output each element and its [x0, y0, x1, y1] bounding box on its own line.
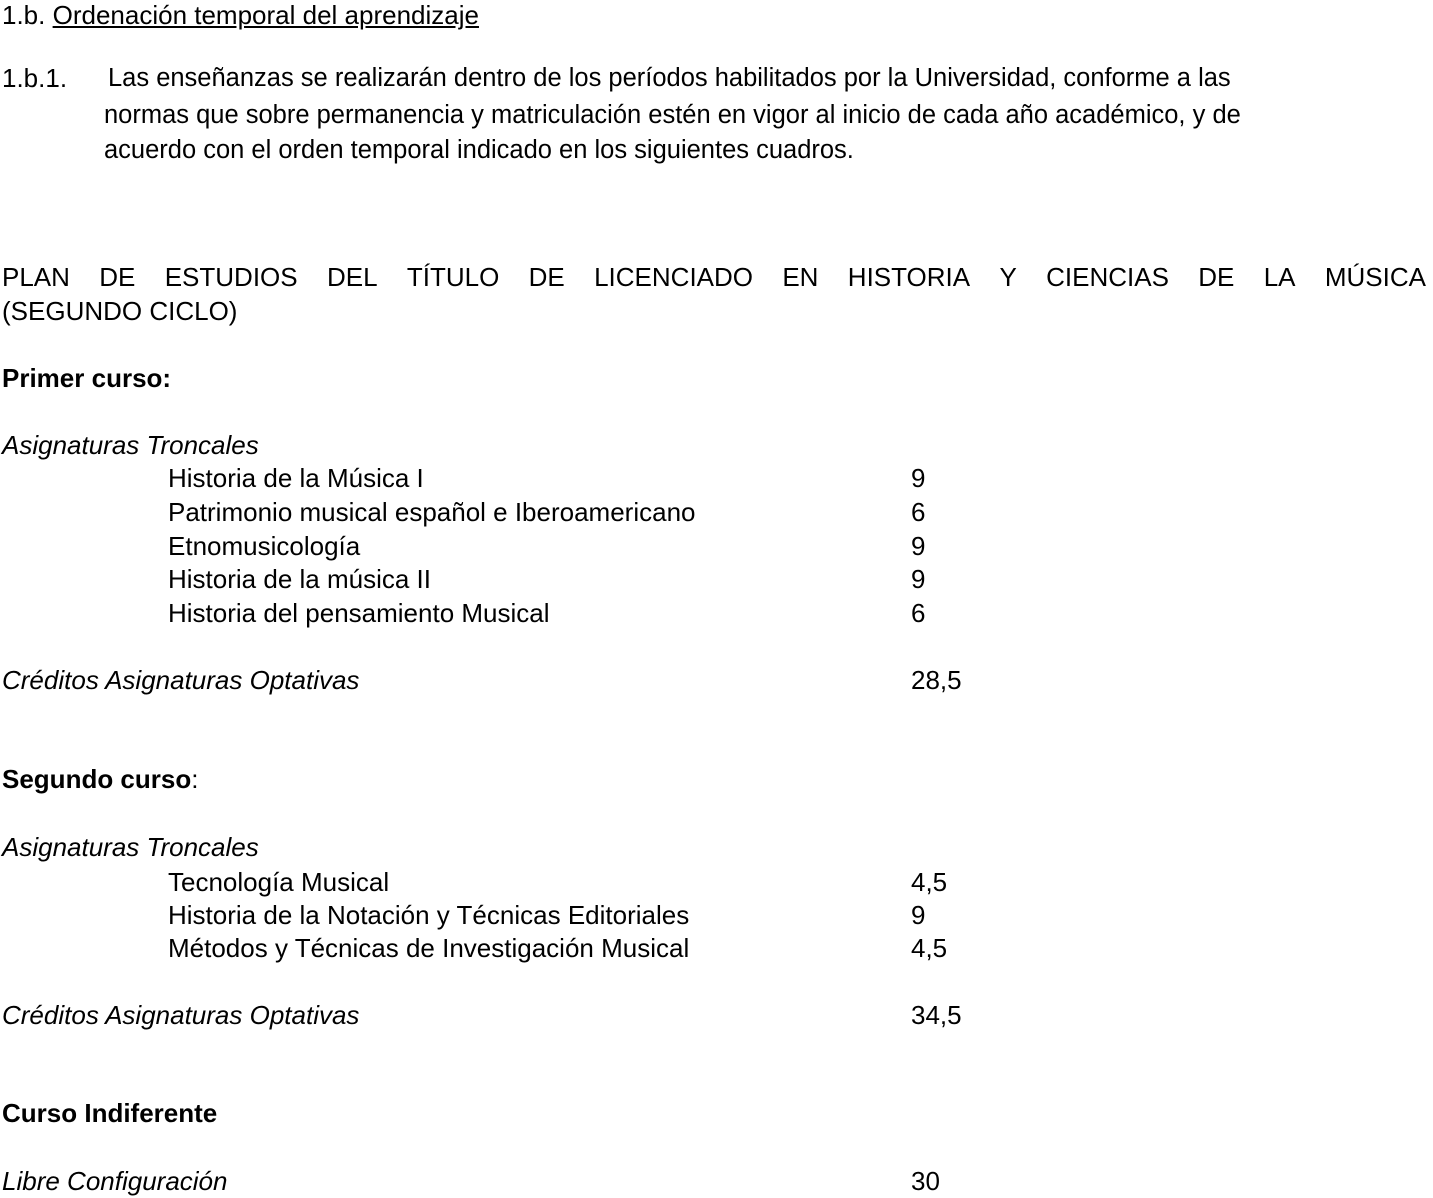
- segundo-curso-heading-colon: :: [191, 764, 199, 794]
- segundo-curso-group-label: Asignaturas Troncales: [2, 832, 259, 862]
- plan-title-word: HISTORIA: [847, 262, 971, 292]
- plan-title-word: PLAN: [2, 262, 70, 292]
- subject-name: Historia de la Música I: [168, 463, 424, 493]
- subject-credits: 9: [911, 564, 926, 594]
- subject-name: Historia del pensamiento Musical: [168, 598, 550, 628]
- primer-optativas-credits: 28,5: [911, 665, 962, 695]
- plan-title-word: MÚSICA: [1324, 262, 1426, 292]
- plan-title-word: LA: [1263, 262, 1296, 292]
- plan-title-word: EN: [782, 262, 819, 292]
- subject-credits: 9: [911, 900, 926, 930]
- libre-configuracion-label: Libre Configuración: [2, 1166, 228, 1196]
- plan-title-word: Y: [999, 262, 1017, 292]
- plan-title-word: DE: [1198, 262, 1235, 292]
- subject-name: Patrimonio musical español e Iberoamericano: [168, 497, 696, 527]
- plan-title-word: DE: [99, 262, 136, 292]
- plan-title-word: TÍTULO: [406, 262, 500, 292]
- plan-title-word: DEL: [326, 262, 378, 292]
- section-number: 1.b.: [2, 0, 46, 30]
- section-heading: [2, 0, 479, 31]
- plan-title-word: ESTUDIOS: [164, 262, 298, 292]
- plan-subtitle: (SEGUNDO CICLO): [2, 296, 238, 326]
- subject-credits: 9: [911, 463, 926, 493]
- paragraph-line-2: normas que sobre permanencia y matriculación estén en vigor al inicio de cada año académico, y de: [104, 101, 1241, 129]
- plan-title-word: DE: [528, 262, 565, 292]
- segundo-curso-heading: [2, 764, 198, 795]
- subject-credits: 6: [911, 497, 926, 527]
- subject-name: Métodos y Técnicas de Investigación Musical: [168, 933, 690, 963]
- subject-credits: 6: [911, 598, 926, 628]
- subject-name: Historia de la música II: [168, 564, 431, 594]
- subject-name: Tecnología Musical: [168, 867, 390, 897]
- segundo-optativas-label: Créditos Asignaturas Optativas: [2, 1000, 360, 1030]
- segundo-curso-heading-text: Segundo curso: [2, 764, 192, 794]
- paragraph-line-3: acuerdo con el orden temporal indicado en los siguientes cuadros.: [104, 136, 854, 164]
- primer-optativas-label: Créditos Asignaturas Optativas: [2, 665, 360, 695]
- paragraph-number: 1.b.1.: [2, 63, 68, 93]
- section-title: Ordenación temporal del aprendizaje: [52, 0, 479, 30]
- libre-configuracion-credits: 30: [911, 1166, 940, 1196]
- primer-curso-heading: Primer curso:: [2, 363, 172, 393]
- subject-credits: 4,5: [911, 933, 948, 963]
- plan-title-word: LICENCIADO: [594, 262, 754, 292]
- subject-credits: 4,5: [911, 867, 948, 897]
- subject-name: Etnomusicología: [168, 531, 361, 561]
- curso-indiferente-heading: Curso Indiferente: [2, 1098, 218, 1128]
- primer-curso-group-label: Asignaturas Troncales: [2, 430, 259, 460]
- plan-title-word: CIENCIAS: [1046, 262, 1169, 292]
- subject-name: Historia de la Notación y Técnicas Editoriales: [168, 900, 690, 930]
- paragraph-line-1: Las enseñanzas se realizarán dentro de los períodos habilitados por la Universidad, conforme a las: [108, 64, 1231, 92]
- subject-credits: 9: [911, 531, 926, 561]
- plan-title: [2, 262, 1426, 293]
- segundo-optativas-credits: 34,5: [911, 1000, 962, 1030]
